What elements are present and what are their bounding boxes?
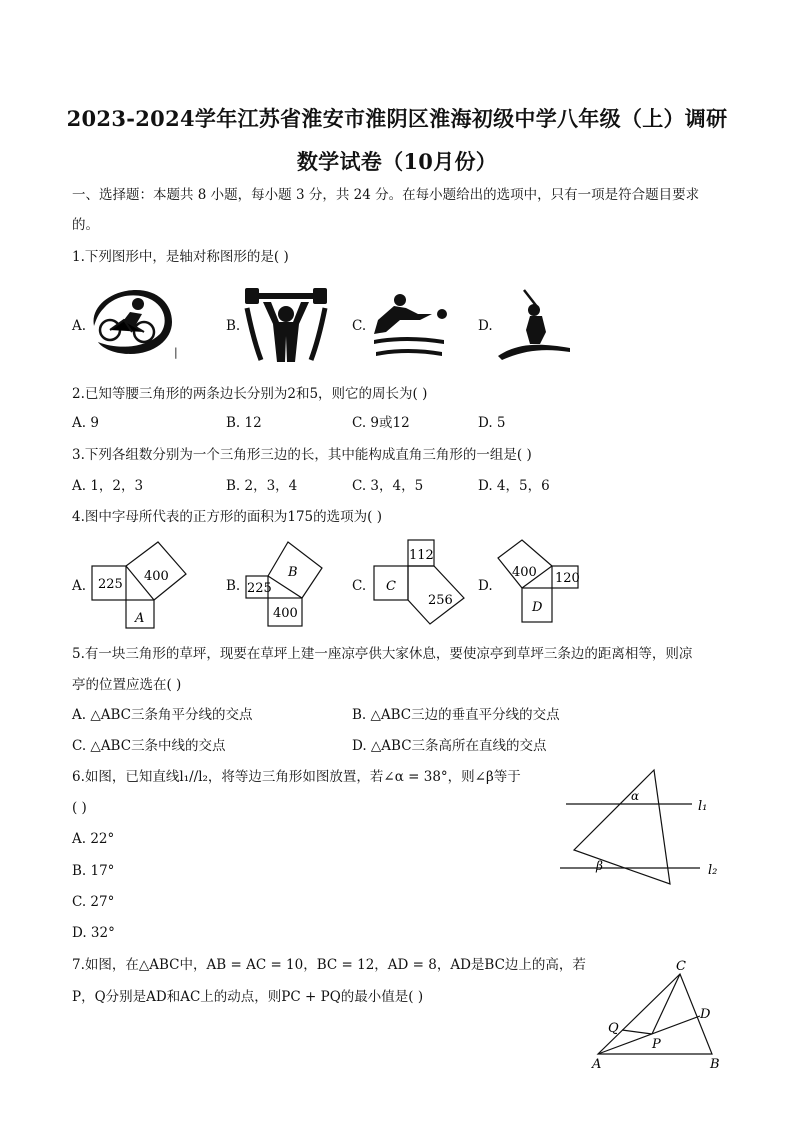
- q7-label-c: C: [676, 959, 686, 974]
- q7-label-q: Q: [608, 1021, 619, 1036]
- q6-option-d: D. 32°: [72, 925, 115, 941]
- q4a-hyp-label: 400: [144, 569, 169, 584]
- q4c-left-label: C: [386, 579, 396, 594]
- q5-option-d: D. △ABC三条高所在直线的交点: [352, 738, 547, 754]
- stray-mark: |: [174, 346, 178, 359]
- q6-l1-label: l₁: [698, 799, 708, 814]
- volleyball-player-icon: [370, 290, 450, 360]
- q3-stem: 3.下列各组数分别为一个三角形三边的长，其中能构成直角三角形的一组是( ): [72, 447, 532, 463]
- q4b-bottom-label: 400: [273, 606, 298, 621]
- q4-figure-b: [244, 538, 328, 628]
- q6-option-c: C. 27°: [72, 894, 115, 910]
- q2-option-b: B. 12: [226, 415, 262, 431]
- q3-option-c: C. 3，4，5: [352, 478, 424, 494]
- q6-beta-label: β: [596, 859, 603, 873]
- q4c-hyp-label: 256: [428, 593, 453, 608]
- q7-label-p: P: [652, 1037, 661, 1052]
- q4b-left-label: 225: [247, 581, 272, 596]
- q4-option-a: A.: [72, 578, 87, 594]
- q4-option-b: B.: [226, 578, 241, 594]
- q6-alpha-label: α: [631, 789, 640, 803]
- q7-label-a: A: [592, 1057, 602, 1072]
- q4-figure-c: [372, 536, 472, 628]
- q4d-bottom-label: D: [532, 600, 543, 615]
- q6-figure: [556, 764, 726, 892]
- q1-option-a: A.: [72, 318, 87, 334]
- q4-figure-d: [496, 538, 584, 628]
- q6-stem-line2: ( ): [72, 800, 87, 816]
- q7-figure: [588, 954, 728, 1074]
- golfer-icon: [496, 286, 572, 362]
- q1-option-c: C.: [352, 318, 367, 334]
- q1-option-d: D.: [478, 318, 493, 334]
- cyclist-icon: [88, 286, 176, 358]
- q7-stem-line2: P，Q分别是AD和AC上的动点，则PC + PQ的最小值是( ): [72, 989, 424, 1005]
- q4b-hyp-label: B: [288, 565, 298, 580]
- q1-stem: 1.下列图形中，是轴对称图形的是( ): [72, 249, 289, 265]
- q7-label-d: D: [700, 1007, 711, 1022]
- q4-figure-a: [90, 540, 194, 630]
- q6-option-a: A. 22°: [72, 831, 115, 847]
- q4d-right-label: 120: [555, 571, 580, 586]
- q3-option-a: A. 1，2，3: [72, 478, 144, 494]
- q3-option-d: D. 4，5，6: [478, 478, 550, 494]
- q4a-left-label: 225: [98, 577, 123, 592]
- q5-option-c: C. △ABC三条中线的交点: [72, 738, 226, 754]
- q5-option-b: B. △ABC三边的垂直平分线的交点: [352, 707, 560, 723]
- q7-stem-line1: 7.如图，在△ABC中，AB = AC = 10，BC = 12，AD = 8，AD是BC边上的高，若: [72, 957, 586, 973]
- q5-stem-line2: 亭的位置应选在( ): [72, 677, 182, 693]
- q4a-bottom-label: A: [135, 611, 145, 626]
- q6-option-b: B. 17°: [72, 863, 115, 879]
- section1-instructions-cont: 的。: [72, 217, 99, 233]
- q5-stem-line1: 5.有一块三角形的草坪，现要在草坪上建一座凉亭供大家休息，要使凉亭到草坪三条边的距离相等，则凉: [72, 646, 693, 662]
- q4c-top-label: 112: [409, 548, 434, 563]
- weightlifter-icon: [243, 284, 329, 364]
- section1-instructions: 一、选择题：本题共 8 小题，每小题 3 分，共 24 分。在每小题给出的选项中，只有一项是符合题目要求: [72, 187, 700, 203]
- q4-stem: 4.图中字母所代表的正方形的面积为175的选项为( ): [72, 509, 382, 525]
- q5-option-a: A. △ABC三条角平分线的交点: [72, 707, 253, 723]
- q4-option-c: C.: [352, 578, 367, 594]
- q2-option-d: D. 5: [478, 415, 506, 431]
- q1-option-b: B.: [226, 318, 241, 334]
- q4-option-d: D.: [478, 578, 493, 594]
- q2-stem: 2.已知等腰三角形的两条边长分别为2和5，则它的周长为( ): [72, 386, 428, 402]
- q7-label-b: B: [710, 1057, 720, 1072]
- exam-title-line2: 数学试卷（10月份）: [296, 149, 498, 174]
- q6-l2-label: l₂: [708, 863, 718, 878]
- q4d-hyp-label: 400: [512, 565, 537, 580]
- q2-option-c: C. 9或12: [352, 415, 410, 431]
- q6-stem-line1: 6.如图，已知直线l₁//l₂，将等边三角形如图放置，若∠α = 38°，则∠β等于: [72, 769, 521, 785]
- exam-title-line1: 2023-2024学年江苏省淮安市淮阴区淮海初级中学八年级（上）调研: [66, 106, 728, 131]
- q3-option-b: B. 2，3，4: [226, 478, 298, 494]
- q2-option-a: A. 9: [72, 415, 99, 431]
